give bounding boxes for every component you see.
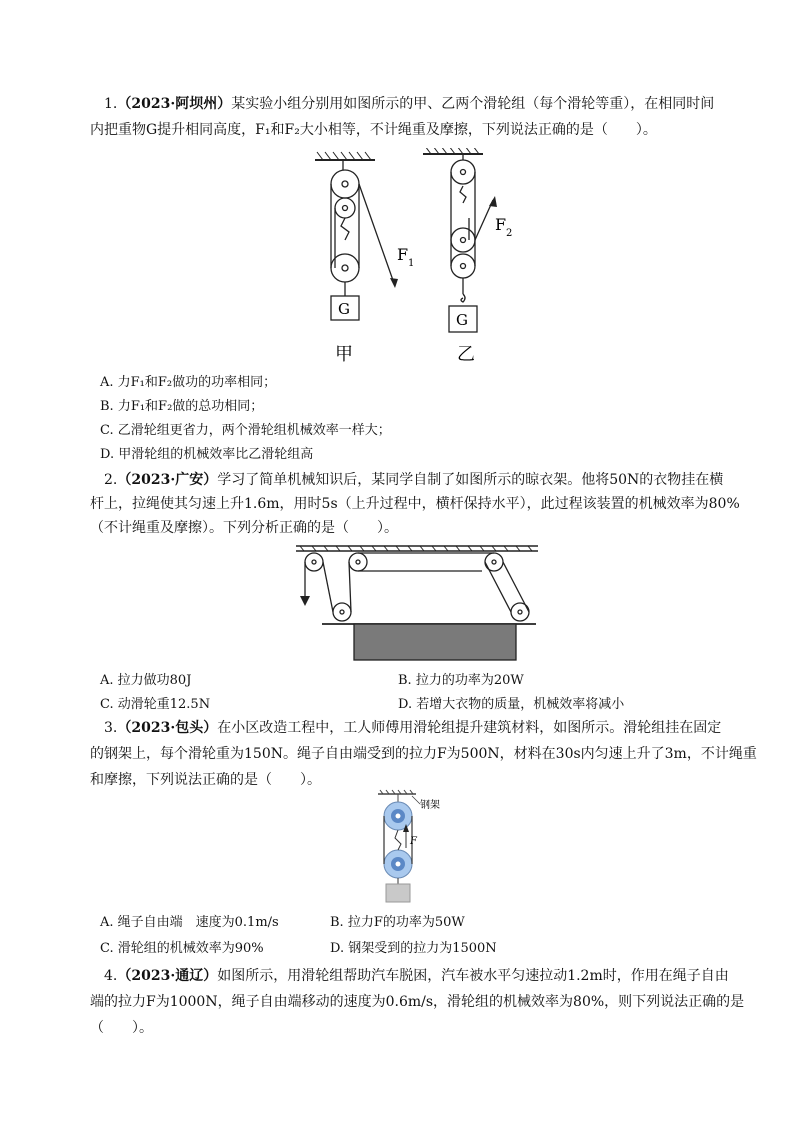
q2-text-1: 学习了简单机械知识后，某同学自制了如图所示的晾衣架。他将50N的衣物挂在横 [217, 472, 724, 488]
f2-subscript: 2 [506, 228, 513, 239]
q4-text-1: 如图所示，用滑轮组帮助汽车脱困，汽车被水平匀速拉动1.2m时，作用在绳子自由 [217, 968, 729, 984]
f1-label: F [397, 245, 409, 264]
q1-option-c: C. 乙滑轮组更省力，两个滑轮组机械效率一样大； [100, 423, 391, 438]
f1-subscript: 1 [408, 258, 415, 269]
q1-text-1: 某实验小组分别用如图所示的甲、乙两个滑轮组（每个滑轮等重），在相同时间 [231, 96, 715, 112]
q1-option-d: D. 甲滑轮组的机械效率比乙滑轮组高 [100, 447, 314, 462]
q2-line1 [104, 470, 744, 490]
yi-caption: 乙 [457, 344, 475, 365]
q2-option-c: C. 动滑轮重12.5N [100, 697, 211, 712]
jia-caption: 甲 [335, 344, 353, 365]
q3-line1 [104, 718, 744, 738]
q3-line2: 的钢架上，每个滑轮重为150N。绳子自由端受到的拉力F为500N，材料在30s内匀速上升了3m，不计绳重 [90, 746, 757, 762]
q3-line3: 和摩擦，下列说法正确的是（ ）。 [90, 772, 321, 788]
force-f-label: F [410, 836, 417, 847]
q3-source: （2023·包头） [117, 720, 218, 736]
q2-option-b: B. 拉力的功率为20W [398, 673, 524, 688]
pulley-system-yi [449, 154, 493, 332]
pull-arrow-down [300, 596, 310, 606]
g-label-jia: G [338, 300, 350, 318]
q4-line2: 端的拉力F为1000N，绳子自由端移动的速度为0.6m/s，滑轮组的机械效率为80%，则下列说法正确的是 [90, 994, 745, 1010]
q2-line3: （不计绳重及摩擦）。下列分析正确的是（ ）。 [90, 520, 398, 536]
q1-line2: 内把重物G提升相同高度，F₁和F₂大小相等，不计绳重及摩擦，下列说法正确的是（ ）。 [90, 122, 657, 138]
q1-option-b: B. 力F₁和F₂做的总功相同； [100, 399, 264, 414]
q4-line3: （ ）。 [90, 1020, 153, 1036]
q4-number: 4. [104, 968, 118, 984]
q2-line2: 杆上，拉绳使其匀速上升1.6m，用时5s（上升过程中，横杆保持水平），此过程该装置的机械效率为80% [90, 496, 740, 512]
q1-number: 1. [104, 96, 118, 112]
clothes-weight [354, 624, 516, 660]
q2-clothes-rack-figure [292, 540, 542, 666]
q3-option-c: C. 滑轮组的机械效率为90% [100, 941, 264, 956]
ceiling-hatch-jia [315, 152, 375, 160]
q1-option-a: A. 力F₁和F₂做功的功率相同； [100, 375, 277, 390]
q3-text-1: 在小区改造工程中，工人师傅用滑轮组提升建筑材料，如图所示。滑轮组挂在固定 [217, 720, 722, 736]
q2-option-d: D. 若增大衣物的质量，机械效率将减小 [398, 697, 625, 712]
ceiling-beam [296, 546, 538, 551]
q4-source: （2023·通辽） [117, 968, 218, 984]
q1-line1 [104, 94, 744, 114]
q3-option-d: D. 钢架受到的拉力为1500N [330, 941, 497, 956]
q3-number: 3. [104, 720, 118, 736]
q3-option-b: B. 拉力F的功率为50W [330, 915, 465, 930]
material-block [386, 884, 410, 902]
ceiling-hatch-yi [423, 148, 483, 154]
pulley-system-jia [331, 160, 395, 320]
q2-number: 2. [104, 472, 118, 488]
pulleys-blue [384, 794, 412, 884]
q2-source: （2023·广安） [117, 472, 218, 488]
q1-source: （2023·阿坝州） [117, 96, 232, 112]
rack-pulleys [305, 553, 536, 624]
f2-label: F [495, 215, 507, 234]
steel-frame-label: 钢架 [420, 800, 440, 811]
q3-option-a: A. 绳子自由端 速度为0.1m/s [100, 915, 279, 930]
q1-pulley-figure [305, 148, 535, 370]
arrow-f2 [489, 196, 497, 207]
q2-option-a: A. 拉力做功80J [100, 673, 192, 688]
arrow-f1 [390, 278, 398, 288]
q3-pulley-figure [372, 788, 452, 908]
q4-line1 [104, 966, 744, 986]
g-label-yi: G [456, 311, 468, 329]
